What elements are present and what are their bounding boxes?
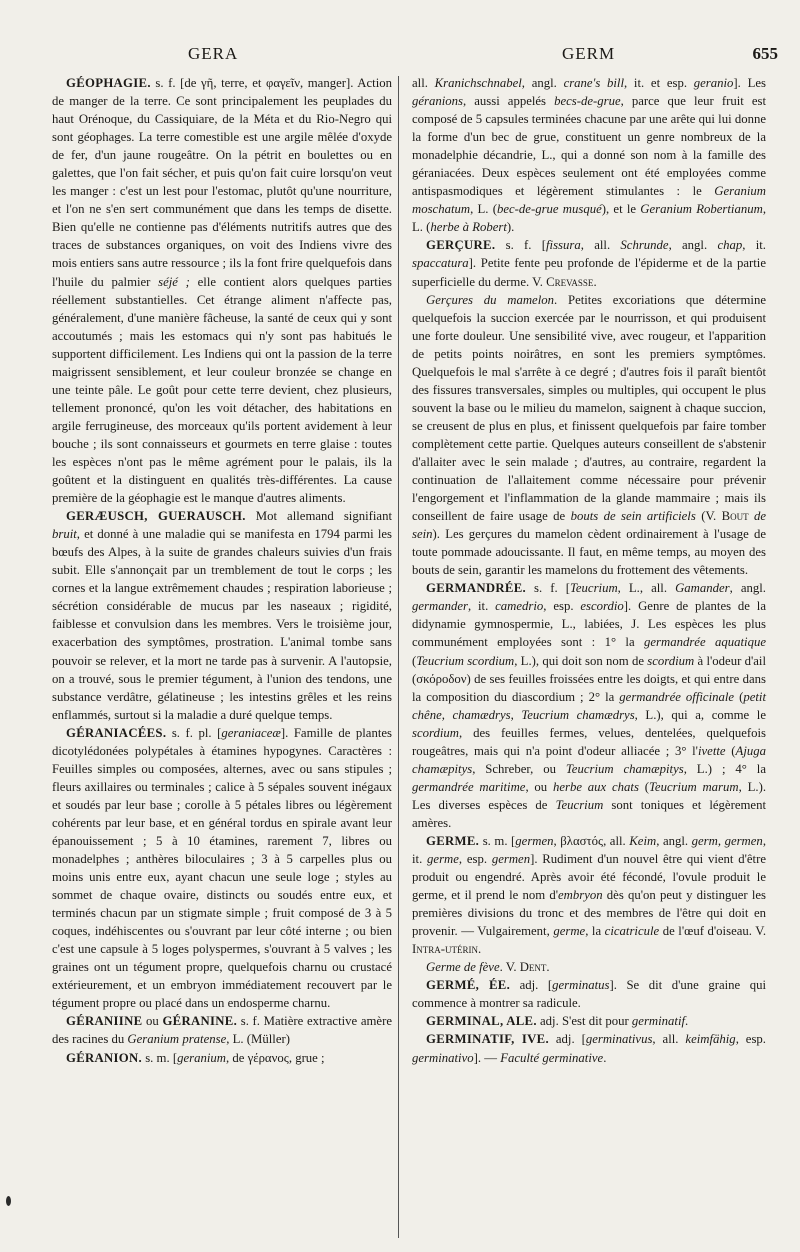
entry-text: ]. Petite fente peu profonde de l'épiderme et de la partie superficielle du derme. V. (412, 256, 766, 289)
entry-text: sont toniques et légèrement amères. (412, 797, 766, 830)
italic-term: Teucrium chamæpitys (565, 761, 684, 776)
running-header (50, 44, 778, 66)
running-head-left: GERA (188, 44, 239, 63)
italic-term: germe (427, 852, 459, 867)
entry-text: , de (225, 1050, 248, 1065)
entry-text: adj. S'est dit pour (536, 1014, 632, 1029)
headword: GERMÉ, ÉE. (426, 978, 511, 993)
entry-text: , grue ; (288, 1050, 325, 1065)
headword: GERMINATIF, IVE. (426, 1032, 549, 1047)
entry-text: , terre, et (213, 76, 266, 90)
italic-term: Kranichschnabel (434, 76, 522, 90)
entry-text: , L. ( (412, 202, 766, 235)
entry-text: ]. Se dit d'une graine qui commence à montrer sa radicule. (412, 978, 766, 1011)
headword: GERÇURE. (426, 238, 496, 253)
right-column (412, 74, 766, 1067)
italic-term: bruit (52, 527, 77, 542)
greek-text: σκόροδον (416, 671, 467, 686)
entry-text: s. f. [ (526, 581, 570, 596)
entry-text: , L., all. (617, 581, 676, 596)
entry-text: , la (585, 924, 605, 939)
greek-text: γῆ (201, 76, 214, 90)
headword: GÉRANIACÉES. (66, 725, 167, 740)
entry-text: s. m. [ (479, 833, 516, 848)
entry-text: de l'œuf d'oiseau. V. (659, 924, 767, 939)
headword: GÉOPHAGIE. (66, 76, 151, 90)
italic-term: ivette (697, 743, 726, 758)
entry-text: , (553, 833, 561, 848)
italic-term: spaccatura (412, 256, 469, 271)
italic-term: séjé ; (158, 274, 190, 289)
italic-term: chap (717, 238, 743, 253)
greek-text: γέρανος (247, 1050, 289, 1065)
entry-text: , ou (525, 779, 553, 794)
italic-term: germandrée maritime (412, 779, 526, 794)
entry-text: , it. (467, 599, 496, 614)
headword: GERMINAL, ALE. (426, 1014, 537, 1029)
column-divider (398, 76, 399, 1238)
italic-term: germander (412, 599, 468, 614)
ink-spot (6, 1196, 11, 1206)
entry-text: , it. (742, 238, 766, 253)
left-column (52, 74, 392, 1067)
entry-text: ( (725, 743, 736, 758)
entry-text: ( (638, 779, 649, 794)
entry-text: , L. ( (470, 202, 497, 217)
entry-geraniine (52, 1012, 392, 1048)
entry-text: , L.). Les diverses espèces de (412, 779, 767, 812)
entry-text: Mot allemand signifiant (245, 509, 392, 524)
entry-text: s. f. [ (495, 238, 546, 253)
entry-text: ]. Rudiment d'un nouvel être qui vient d'être produit ou engendré. Après avoir été fécondé, l'ovule produit le germe, et il prend le nom d' (412, 852, 766, 903)
entry-text: à l'odeur d'ail ( (412, 653, 767, 686)
entry-text: ]. Les (733, 76, 766, 90)
entry-text: ( (734, 689, 744, 704)
entry-gercure (412, 236, 766, 290)
entry-text: , all. (652, 1032, 686, 1047)
entry-gercures-mamelon (412, 291, 766, 580)
italic-term: escordio (580, 599, 624, 614)
entry-geraeusch (52, 507, 392, 724)
entry-text: , Schreber, ou (472, 761, 566, 776)
italic-term: germinativo (412, 1050, 474, 1065)
italic-term: Gerçures du mamelon (426, 292, 555, 307)
entry-text: , all. (603, 833, 630, 848)
entry-text: , aussi appelés (463, 94, 555, 109)
entry-text: adj. [ (548, 1032, 586, 1047)
italic-term: germandrée officinale (619, 689, 735, 704)
entry-text: ) de ses feuilles froissées entre les doigts, et qui entre dans la composition du diascordium ; 2° la (412, 671, 766, 704)
italic-term: cicatricule (604, 924, 660, 939)
cross-reference: Dent (519, 960, 547, 975)
italic-term: germen (515, 833, 554, 848)
entry-text: , L.) ; 4° la (683, 761, 766, 776)
italic-term: Geranium Robertianum (640, 202, 763, 217)
italic-term: germinativus (585, 1032, 653, 1047)
italic-term: Teucrium (555, 797, 604, 812)
entry-text: ). (506, 220, 515, 235)
entry-text: elle contient alors quelques parties réellement substantielles. Cet étrange aliment n'affecte pas, généralement, d'une manière fâcheuse, la santé de ceux qui y sont accoutumés ; mais les estomacs qui n'y sont pas habitués le supportent difficilement. Les Indiens qui ont la passion de la terre maigrissent sensiblement, et leur couleur bronzée se change en une teinte pâle. Le goût pour cette terre devient, chez plusieurs, tellement prononcé, qu'on les voit détacher, des habitations en argile ferrugineuse, des morceaux qu'ils portent avidement à leur bouche ; ils sont connaisseurs et gourmets en terre glaise : toutes les espèces n'ont pas le même agrément pour le palais, ils la goûtent et la distinguent en qualités très-différentes. La cause première de la géophagie est le manque d'autres aliments. (52, 274, 392, 506)
entry-text: , parce que leur fruit est composé de 5 capsules terminées chacune par une arête qui lui donne la forme d'un bec de grue, constituent un genre nombreux de la monadelphie décandrie, L., qui a donné son nom à la famille des géraniacées. Deux espèces seulement ont été employées comme antispasmodiques et légèrement stimulantes : le (412, 94, 766, 199)
entry-text: ]. Genre de plantes de la didynamie gymnospermie, L., labiées, J. Les espèces les plus communément employées sont : 1° la (412, 599, 767, 650)
entry-geranion (52, 1049, 392, 1067)
italic-term: Teucrium scordium (416, 653, 515, 668)
italic-term: scordium (647, 653, 695, 668)
entry-text: , esp. (735, 1032, 766, 1047)
entry-geraniacees (52, 724, 392, 1013)
entry-geranion-continued (412, 74, 766, 236)
entry-germe-de-feve (412, 958, 766, 976)
entry-text: , L.), qui doit son nom de (514, 653, 648, 668)
italic-term: geraniaceæ (221, 725, 281, 740)
entry-text: dès qu'on peut y distinguer les premières divisions du tronc et des membres de l'être qui doit en provenir. — Vulgairement, (412, 888, 766, 939)
entry-text: adj. [ (510, 978, 553, 993)
entry-text: , it. et esp. (624, 76, 694, 90)
entry-text: ou (142, 1014, 163, 1029)
running-head-right: GERM (562, 44, 616, 63)
italic-term: germe (553, 924, 586, 939)
entry-text: ), et le (601, 202, 641, 217)
entry-text: . (603, 1050, 607, 1065)
italic-term: keimfähig (685, 1032, 736, 1047)
entry-text: ( (412, 653, 417, 668)
italic-term: Faculté germinative (500, 1050, 604, 1065)
entry-text: , L.), qui a, comme le (634, 707, 766, 722)
italic-term: Geranium pratense (127, 1032, 227, 1047)
italic-term: petit chêne, chamædrys, Teucrium chamædrys (412, 689, 767, 722)
italic-term: géranions (412, 94, 463, 109)
entry-text: , angl. (729, 581, 766, 596)
italic-term: crane's bill (563, 76, 625, 90)
greek-text: φαγεῖν (265, 76, 300, 90)
entry-germe-ee (412, 976, 766, 1012)
entry-text: , des feuilles fermes, velues, dentelées, quelquefois rougeâtres, mais qui n'a point d'odeur alliacée ; 3° l' (412, 725, 766, 758)
entry-text: , esp. (543, 599, 581, 614)
entry-text: ). Les gerçures du mamelon cèdent ordinairement à l'usage de toute pommade adoucissante. Il faut, en même temps, au moyen des bouts de sein, garantir les mamelons du frottement des vêtements. (412, 527, 766, 578)
entry-text: all. (412, 76, 435, 90)
entry-text: . Petites excoriations que détermine quelquefois la succion exercée par le nourrisson, et qui produisent une forte douleur. Une sensibilité vive, avec rougeur, et l'apparition de petits points noirâtres, en sont les premiers symptômes. Quelquefois le mal s'arrête à ce degré ; d'autres fois il paraît bientôt des fissures transversales, simples ou multiples, qui occupent le plus souvent la base ou le milieu du mamelon, saignent à chaque succion, se creusent de plus en plus, et finissent quelquefois par faire tomber complètement cette partie. Quelques auteurs conseillent de s'abstenir d'allaiter avec le sein malade ; d'autres, au contraire, regardent la continuation de l'allaitement comme nécessaire pour prévenir l'engorgement et l'inflammation de la glande mammaire ; mais ils conseillent de faire usage de (412, 292, 766, 524)
italic-term: Gamander (675, 581, 730, 596)
entry-germe (412, 832, 766, 958)
entry-text: . (478, 942, 482, 957)
entry-text: (V. (695, 509, 722, 524)
italic-term: germandrée aquatique (644, 635, 766, 650)
entry-text: , esp. (458, 852, 492, 867)
italic-term: becs-de-grue (554, 94, 621, 109)
italic-term: fissura (546, 238, 581, 253)
greek-text: βλαστός (560, 833, 604, 848)
italic-term: germen (491, 852, 531, 867)
entry-text: . (685, 1014, 689, 1029)
italic-term: germ, germen (691, 833, 763, 848)
headword: GÉRANION. (66, 1050, 143, 1065)
italic-term: geranium (177, 1050, 226, 1065)
italic-term: bec-de-grue musqué (496, 202, 602, 217)
entry-text: s. f. [de (150, 76, 201, 90)
headword: GERÆUSCH, GUERAUSCH. (66, 509, 246, 524)
italic-term: Schrunde (620, 238, 669, 253)
italic-term: Germe de fève (426, 960, 500, 975)
entry-text: s. f. pl. [ (166, 725, 222, 740)
entry-text: , it. (412, 833, 766, 867)
entry-text: , manger]. Action de manger de la terre. Ce sont principalement les peuplades du haut Orénoque, du Cassiquiare, de la Méta et du Rio-Negro qui sont géophages. La terre comestible est une argile mêlée d'oxyde de fer, d'un jaune rougeâtre. On la pétrit en boulettes ou en galettes, que l'on fait sécher, et puis qu'on fait cuire lorsqu'on veut les manger : c'est un lest pour l'estomac, plutôt qu'une nourriture, et l'on ne s'en sert communément que dans les temps de disette. Bien qu'elle ne contienne pas d'éléments nutritifs autres que des traces de substances organiques, on voit des Indiens vivre des mois entiers sans autre ressource ; ils la font frire quelquefois dans l'huile du palmier (52, 76, 392, 289)
italic-term: de sein (412, 509, 767, 542)
italic-term: germinatus (552, 978, 610, 993)
entry-germinatif (412, 1030, 766, 1066)
entry-germandree (412, 579, 766, 832)
page-number: 655 (752, 44, 778, 63)
entry-text: . V. (499, 960, 520, 975)
italic-term: Geranium moschatum (412, 184, 766, 217)
entry-text: s. m. [ (142, 1050, 178, 1065)
headword: GERMANDRÉE. (426, 581, 526, 596)
italic-term: camedrio (495, 599, 544, 614)
entry-text: , L. (Müller) (226, 1032, 290, 1047)
entry-text: ]. — (473, 1050, 501, 1065)
headword: GÉRANINE. (162, 1014, 238, 1029)
italic-term: scordium (412, 725, 459, 740)
italic-term: herbe à Robert (430, 220, 507, 235)
italic-term: Keim (629, 833, 657, 848)
headword: GERME. (426, 833, 480, 848)
italic-term: geranio (693, 76, 734, 90)
italic-term: germinatif (631, 1014, 686, 1029)
entry-text: , angl. (656, 833, 692, 848)
italic-term: herbe aux chats (552, 779, 639, 794)
entry-text: , et donné à une maladie qui se manifesta en 1794 parmi les bœufs des Alpes, à la suite de grandes chaleurs suivies d'un frais subit. Elle s'annonçait par un tremblement de tout le corps ; les cornes et la langue extrêmement chaudes ; respiration laborieuse ; sécrétion considérable de mucus par les naseaux ; rigidité, faiblesse et convulsion dans les membres. Vers le troisième jour, exacerbation des symptômes, prostration. L'animal tombe sans pouvoir se relever, et la mort ne tarde pas à survenir. A l'autopsie, on a trouvé, sous le premier tégument, à l'union des tendons, une substance verdâtre, gélatineuse ; les intestins grêles et les reins enflammés, surtout si la maladie a duré quelque temps. (52, 527, 392, 722)
italic-term: Teucrium marum (648, 779, 739, 794)
entry-text: s. f. Matière extractive amère des racines du (52, 1014, 392, 1047)
italic-term: Teucrium (569, 581, 618, 596)
italic-term: embryon (558, 888, 603, 903)
entry-text: , angl. (521, 76, 564, 90)
italic-term: bouts de sein artificiels (570, 509, 696, 524)
italic-term: Ajuga chamæpitys (412, 743, 766, 776)
entry-text: , all. (580, 238, 621, 253)
headword: GÉRANIINE (66, 1014, 143, 1029)
entry-germinal (412, 1012, 766, 1030)
entry-geophagie (52, 74, 392, 507)
entry-text: , angl. (668, 238, 718, 253)
cross-reference: Bout (721, 509, 749, 524)
entry-text: . (546, 960, 550, 975)
cross-reference: Crevasse (546, 274, 594, 289)
cross-reference: Intra-utérin (412, 942, 478, 957)
entry-text: ]. Famille de plantes dicotylédonées polypétales à étamines hypogynes. Caractères : Feuilles simples ou composées, alternes, avec ou sans stipules ; fleurs axillaires ou terminales ; calice à 5 sépales souvent inégaux et soudés par leur base ; corolle à 5 pétales libres ou légèrement cohérents par leur base, et en général tordus en spirale avant leur épanouissement ; 5 à 10 étamines, rarement 7, libres ou monadelphes ; anthères biloculaires ; 3 à 5 carpelles plus ou moins unis entre eux, ayant chacun une seule loge ; styles au sommet de chaque ovaire, distincts ou soudés entre eux, et terminés chacun par un stigmate simple ; fruit composé de 3 à 5 coques, indéhiscentes ou s'ouvrant par leur côté interne ; ou bien c'est une capsule à 5 loges polyspermes, s'ouvrant à 5 valves ; les graines ont un tégument propre, quelquefois charnu ou crustacé extérieurement, et un embryon immédiatement recouvert par le tégument propre ou placé dans un endosperme charnu. (52, 725, 392, 1011)
entry-text: . (593, 274, 597, 289)
